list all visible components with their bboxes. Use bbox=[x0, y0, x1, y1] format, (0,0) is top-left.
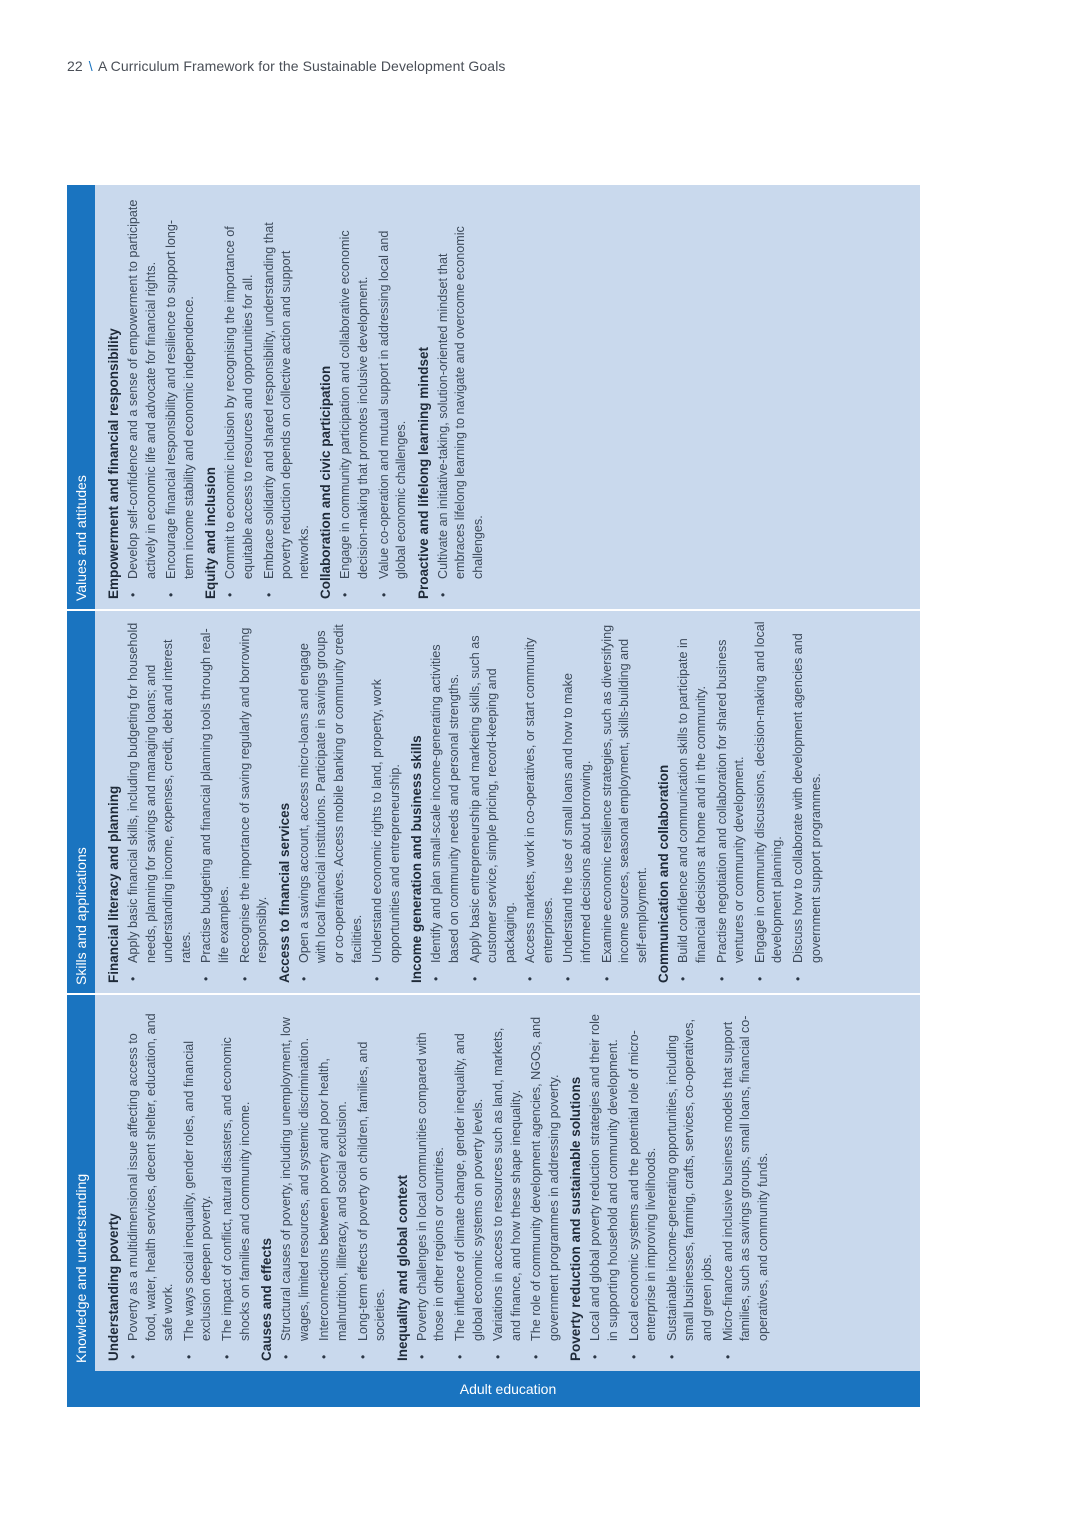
list-item: • Long-term effects of poverty on children, families, and societies. bbox=[355, 1005, 390, 1361]
list-item: • Access markets, work in co-operatives, or start community enterprises. bbox=[522, 621, 557, 983]
section-title: Access to financial services bbox=[276, 802, 292, 983]
section-title: Proactive and lifelong learning mindset bbox=[415, 346, 431, 599]
list-item: • Examine economic resilience strategies, such as diversifying income sources, seasonal employment, skills-building and self-employment. bbox=[599, 621, 652, 983]
list-item: • Practise negotiation and collaboration for shared business ventures or community development. bbox=[714, 621, 749, 983]
list-item: • Discuss how to collaborate with development agencies and government support programmes. bbox=[790, 621, 825, 983]
list-item: • Micro-finance and inclusive business models that support families, such as savings groups, small loans, financial co-operatives, and community funds. bbox=[720, 1005, 773, 1361]
list-item: • Commit to economic inclusion by recognising the importance of equitable access to resources and opportunities for all. bbox=[222, 195, 257, 599]
section-title: Empowerment and financial responsibility bbox=[106, 328, 121, 599]
list-item: • Local and global poverty reduction strategies and their role in supporting household and community development. bbox=[587, 1005, 622, 1361]
list-item: • The influence of climate change, gender inequality, and global economic systems on poverty levels. bbox=[452, 1005, 487, 1361]
bullet-list bbox=[435, 195, 488, 599]
bullet-list bbox=[125, 1005, 254, 1361]
list-item: • Poverty challenges in local communities compared with those in other regions or countries. bbox=[414, 1005, 449, 1361]
list-item: • Encourage financial responsibility and resilience to support long-term income stability and economic independence. bbox=[163, 195, 198, 599]
bullet-list bbox=[428, 621, 651, 983]
side-tab bbox=[95, 1371, 920, 1407]
section-title: Equity and inclusion bbox=[203, 466, 219, 599]
bullet-list bbox=[414, 1005, 564, 1361]
section-title: Understanding poverty bbox=[106, 1213, 121, 1361]
section-title: Inequality and global context bbox=[394, 1174, 410, 1361]
curriculum-table bbox=[67, 185, 920, 1407]
section-title: Collaboration and civic participation bbox=[318, 365, 334, 599]
list-item: • Engage in community participation and collaborative economic decision-making that promotes inclusive development. bbox=[337, 195, 372, 599]
bullet-list bbox=[125, 195, 198, 599]
list-item: • The impact of conflict, natural disasters, and economic shocks on families and community income. bbox=[219, 1005, 254, 1361]
bullet-list bbox=[587, 1005, 772, 1361]
section-title: Communication and collaboration bbox=[656, 764, 672, 983]
list-item: • Structural causes of poverty, including unemployment, low wages, limited resources, and systemic discrimination. bbox=[278, 1005, 313, 1361]
list-item: • Variations in access to resources such as land, markets, and finance, and how these shape inequality. bbox=[490, 1005, 525, 1361]
list-item: • Embrace solidarity and shared responsibility, understanding that poverty reduction depends on collective action and support networks. bbox=[261, 195, 314, 599]
bullet-list bbox=[296, 621, 405, 983]
list-item: • Develop self-confidence and a sense of empowerment to participate actively in economic life and advocate for financial rights. bbox=[125, 195, 160, 599]
side-tab-label: Adult education bbox=[459, 1381, 556, 1397]
column-heading: Values and attitudes bbox=[67, 185, 95, 609]
column-heading: Knowledge and understanding bbox=[67, 995, 95, 1371]
bullet-list bbox=[278, 1005, 390, 1361]
column-0 bbox=[67, 995, 920, 1371]
document-title: A Curriculum Framework for the Sustainable Development Goals bbox=[98, 58, 506, 74]
list-item: • Build confidence and communication skills to participate in financial decisions at home and in the community. bbox=[675, 621, 710, 983]
section-title: Causes and effects bbox=[259, 1237, 275, 1361]
list-item: • Open a savings account, access micro-loans and engage with local financial institutions. Participate in savings groups or co-operatives. Access mobile banking or community credit facilities. bbox=[296, 621, 366, 983]
column-1 bbox=[67, 611, 920, 993]
running-head bbox=[67, 58, 506, 74]
section-title: Financial literacy and planning bbox=[106, 785, 121, 983]
list-item: • Poverty as a multidimensional issue affecting access to food, water, health services, decent shelter, education, and safe work. bbox=[125, 1005, 178, 1361]
list-item: • Interconnections between poverty and poor health, malnutrition, illiteracy, and social exclusion. bbox=[316, 1005, 351, 1361]
section-title: Income generation and business skills bbox=[409, 735, 425, 983]
bullet-list bbox=[222, 195, 313, 599]
list-item: • Sustainable income-generating opportunities, including small businesses, farming, crafts, services, co-operatives, and green jobs. bbox=[664, 1005, 717, 1361]
list-item: • Recognise the importance of saving regularly and borrowing responsibly. bbox=[237, 621, 272, 983]
page-number: 22 bbox=[67, 58, 83, 74]
bullet-list bbox=[675, 621, 825, 983]
list-item: • Practise budgeting and financial planning tools through real-life examples. bbox=[198, 621, 233, 983]
list-item: • Understand the use of small loans and how to make informed decisions about borrowing. bbox=[560, 621, 595, 983]
list-item: • Value co-operation and mutual support in addressing local and global economic challenges. bbox=[376, 195, 411, 599]
list-item: • The ways social inequality, gender roles, and financial exclusion deepen poverty. bbox=[181, 1005, 216, 1361]
running-head-separator: \ bbox=[88, 58, 93, 74]
column-heading: Skills and applications bbox=[67, 611, 95, 993]
list-item: • Apply basic entrepreneurship and marketing skills, such as customer service, simple pricing, record-keeping and packaging. bbox=[467, 621, 520, 983]
bullet-list bbox=[337, 195, 410, 599]
list-item: • Identify and plan small-scale income-generating activities based on community needs and personal strengths. bbox=[428, 621, 463, 983]
list-item: • Local economic systems and the potential role of micro-enterprise in improving livelihoods. bbox=[626, 1005, 661, 1361]
list-item: • Cultivate an initiative-taking, solution-oriented mindset that embraces lifelong learning to navigate and overcome economic challenges. bbox=[435, 195, 488, 599]
list-item: • Apply basic financial skills, including budgeting for household needs, planning for savings and managing loans; and understanding income, expenses, credit, debt and interest rates. bbox=[125, 621, 195, 983]
section-title: Poverty reduction and sustainable solutions bbox=[568, 1076, 584, 1361]
list-item: • The role of community development agencies, NGOs, and government programmes in addressing poverty. bbox=[528, 1005, 563, 1361]
bullet-list bbox=[125, 621, 272, 983]
corner-cell bbox=[67, 1371, 95, 1407]
list-item: • Understand economic rights to land, property, work opportunities and entrepreneurship. bbox=[369, 621, 404, 983]
list-item: • Engage in community discussions, decision-making and local development planning. bbox=[752, 621, 787, 983]
column-2 bbox=[67, 185, 920, 609]
